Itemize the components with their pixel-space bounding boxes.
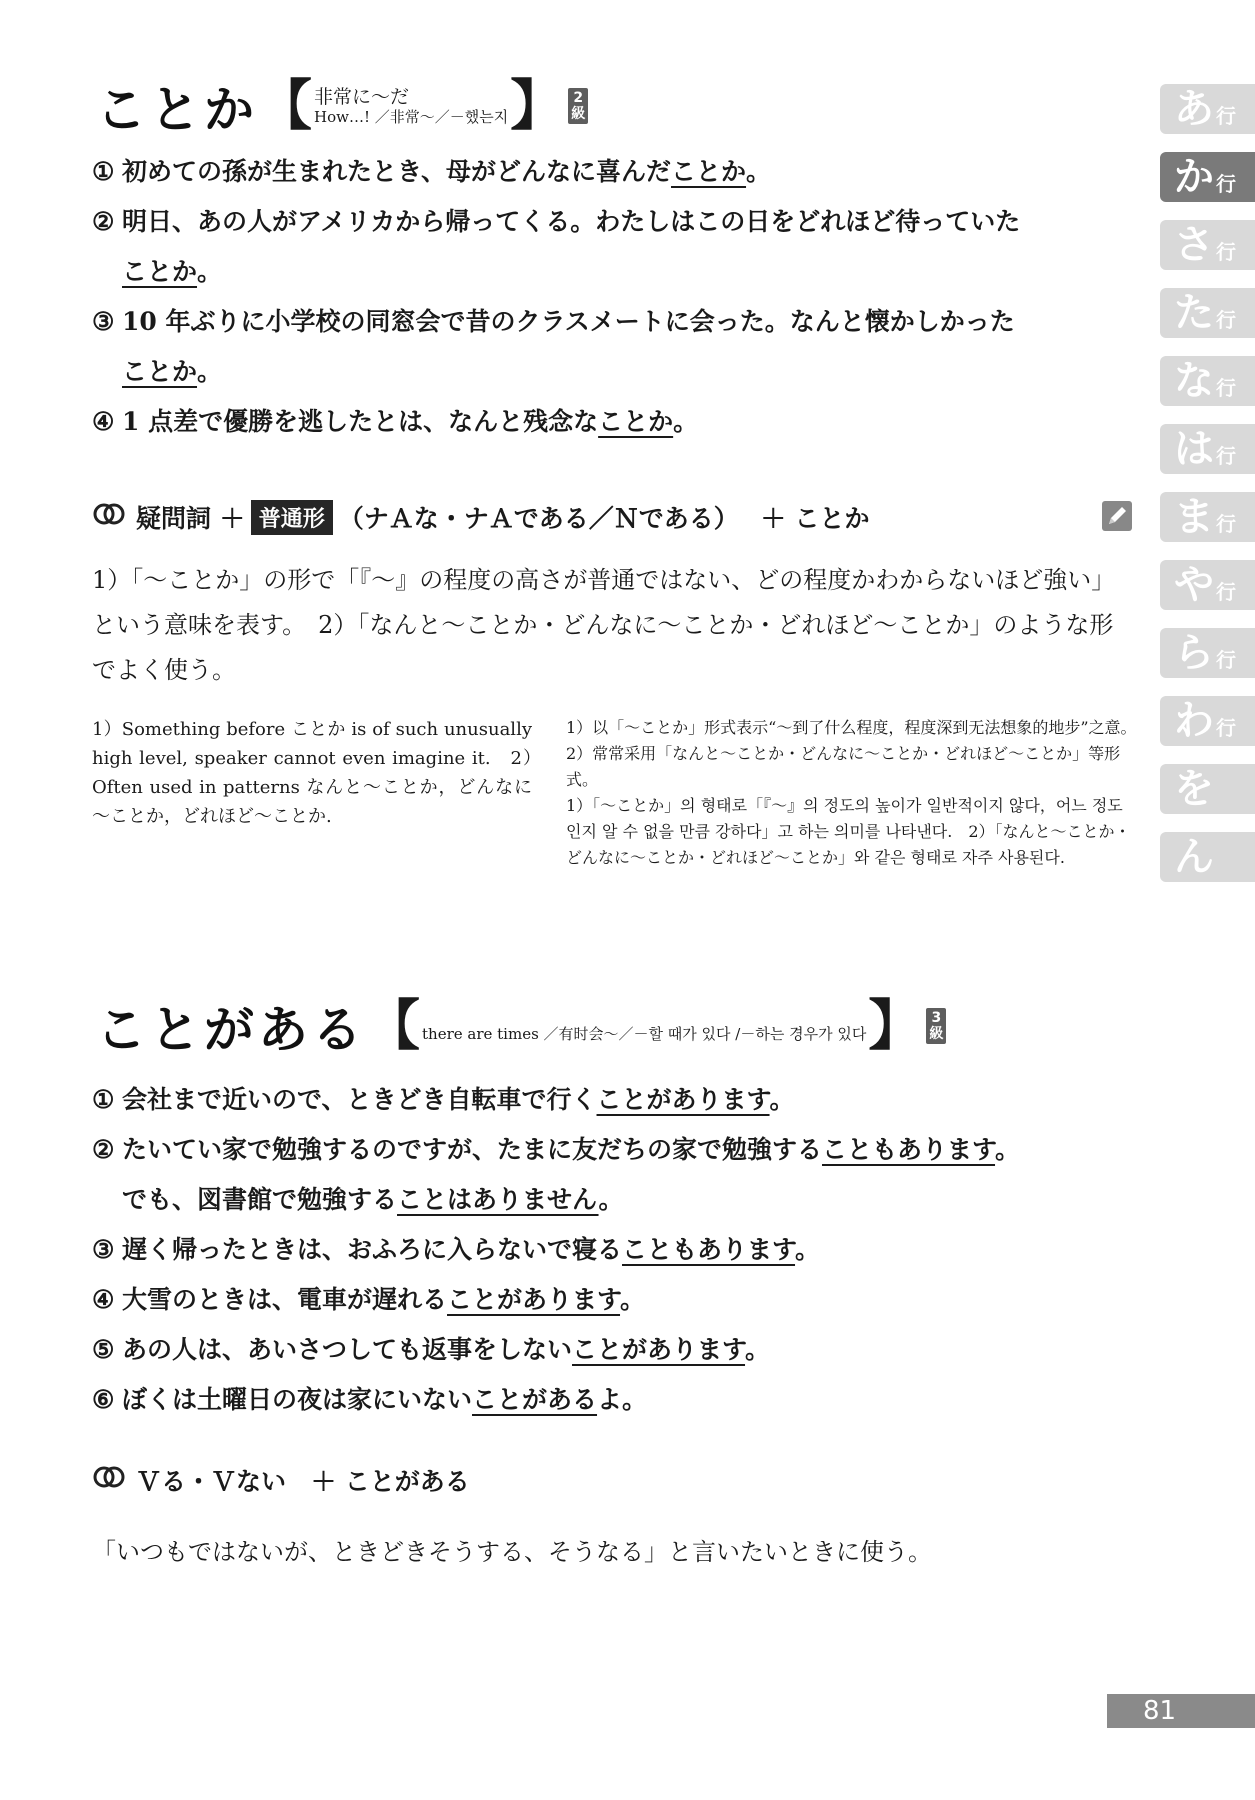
index-tab-4[interactable] bbox=[1160, 356, 1255, 406]
example-ending: よ。 bbox=[597, 1385, 648, 1414]
example-sentence bbox=[92, 1173, 1142, 1223]
meaning-gloss: How…! ／非常～／－했는지 bbox=[314, 108, 509, 126]
example-sentence bbox=[92, 1223, 1142, 1273]
example-number: ② bbox=[92, 207, 115, 236]
index-tab-kana: た bbox=[1174, 290, 1214, 336]
index-tab-1[interactable] bbox=[1160, 152, 1255, 202]
index-tab-suffix: 行 bbox=[1216, 307, 1236, 332]
example-text: 会社まで近いので、ときどき自転車で行く bbox=[122, 1085, 597, 1114]
example-number: ① bbox=[92, 1085, 115, 1114]
entry-header-kotoka bbox=[96, 70, 588, 142]
example-text: 1 点差で優勝を逃したとは、なんと残念な bbox=[122, 407, 599, 436]
example-ending: 。 bbox=[673, 407, 699, 436]
pattern-row-kotogaaru bbox=[92, 1460, 1142, 1500]
index-tab-kana: ん bbox=[1174, 834, 1214, 880]
example-text: あの人は、あいさつしても返事をしない bbox=[122, 1335, 573, 1364]
pattern-detail: （ナＡな・ナＡである／Ｎである） bbox=[338, 504, 739, 533]
example-ending: 。 bbox=[795, 1235, 821, 1264]
index-tab-10[interactable] bbox=[1160, 764, 1255, 814]
index-tab-kana: ま bbox=[1174, 494, 1214, 540]
example-sentence bbox=[92, 195, 1142, 245]
example-ending: 。 bbox=[769, 1085, 795, 1114]
example-number: ⑥ bbox=[92, 1385, 115, 1414]
index-tab-suffix: 行 bbox=[1216, 375, 1236, 400]
example-number: ⑤ bbox=[92, 1335, 115, 1364]
jlpt-level-badge: 3級 bbox=[926, 1008, 946, 1044]
example-target-expression: ことか bbox=[671, 157, 747, 186]
index-tab-kana: さ bbox=[1174, 222, 1214, 268]
meaning-japanese: 非常に～だ bbox=[314, 86, 410, 108]
pattern-lead: Ｖる・Ｖない ＋ ことがある bbox=[136, 1467, 470, 1496]
index-tab-suffix: 行 bbox=[1216, 239, 1236, 264]
example-text: 明日、あの人がアメリカから帰ってくる。わたしはこの日をどれほど待っていた bbox=[122, 207, 1021, 236]
index-tab-2[interactable] bbox=[1160, 220, 1255, 270]
pattern-tail: ＋ ことか bbox=[760, 504, 870, 533]
bracket-close: 】 bbox=[510, 74, 565, 137]
example-sentence bbox=[92, 395, 1142, 445]
index-tab-11[interactable] bbox=[1160, 832, 1255, 882]
example-target-expression: ことがあります bbox=[596, 1085, 770, 1114]
index-tab-6[interactable] bbox=[1160, 492, 1255, 542]
pattern-form-box: 普通形 bbox=[251, 500, 333, 535]
meaning-gloss: there are times ／有时会～／－할 때가 있다 /－하는 경우가 있다 bbox=[422, 1024, 867, 1043]
example-number: ③ bbox=[92, 1235, 115, 1264]
bracket-open: 【 bbox=[366, 994, 420, 1057]
explanation-japanese: 「いつもではないが、ときどきそうする、そうなる」と言いたいときに使う。 bbox=[92, 1538, 932, 1566]
example-target-expression: ことか bbox=[122, 257, 198, 286]
example-text: 遅く帰ったときは、おふろに入らないで寝る bbox=[122, 1235, 623, 1264]
index-tab-3[interactable] bbox=[1160, 288, 1255, 338]
example-target-expression: ことがある bbox=[472, 1385, 598, 1414]
example-ending: 。 bbox=[620, 1285, 646, 1314]
index-tab-kana: な bbox=[1174, 358, 1214, 404]
example-target-expression: ことがあります bbox=[447, 1285, 621, 1314]
example-target-expression: ことはありません bbox=[397, 1185, 599, 1214]
example-sentence bbox=[92, 1373, 1142, 1423]
index-tab-9[interactable] bbox=[1160, 696, 1255, 746]
explanation-japanese: 1）「～ことか」の形で「『～』の程度の高さが普通ではない、どの程度かわからないほど強い」という意味を表す。 2）「なんと～ことか・どんなに～ことか・どれほど～ことか」のような形でよく使う。 bbox=[92, 566, 1116, 684]
example-target-expression: こともあります bbox=[822, 1135, 996, 1164]
example-sentence bbox=[92, 1123, 1142, 1173]
explanation-cn-kr bbox=[566, 715, 1145, 871]
example-target-expression: ことか bbox=[122, 357, 198, 386]
example-text: 大雪のときは、電車が遅れる bbox=[122, 1285, 448, 1314]
example-number: ① bbox=[92, 157, 115, 186]
example-text: 初めての孫が生まれたとき、母がどんなに喜んだ bbox=[122, 157, 672, 186]
example-text: 10 年ぶりに小学校の同窓会で昔のクラスメートに会った。なんと懐かしかった bbox=[122, 307, 1015, 336]
index-tab-suffix: 行 bbox=[1216, 171, 1236, 196]
index-tab-7[interactable] bbox=[1160, 560, 1255, 610]
example-list-kotogaaru bbox=[92, 1073, 1142, 1423]
explanation-korean: 1）「～ことか」의 형태로「『～』의 정도의 높이가 일반적이지 않다，어느 정도인지 알 수 없을 만큼 강하다」고 하는 의미를 나타낸다. 2）「なんと～ことか・どんなに～ことか・どれほど～ことか」와 같은 형태로 자주 사용된다. bbox=[566, 796, 1131, 867]
example-sentence bbox=[92, 245, 1142, 295]
headword: ことか bbox=[96, 81, 258, 139]
example-sentence bbox=[92, 1273, 1142, 1323]
linked-rings-icon bbox=[92, 502, 128, 532]
bracket-open: 【 bbox=[258, 74, 312, 137]
index-tab-8[interactable] bbox=[1160, 628, 1255, 678]
example-number: ④ bbox=[92, 407, 115, 436]
pattern-lead: 疑問詞 ＋ bbox=[136, 504, 245, 533]
example-ending: 。 bbox=[197, 257, 223, 286]
example-text: ぼくは土曜日の夜は家にいない bbox=[122, 1385, 473, 1414]
example-list-kotoka bbox=[92, 145, 1142, 445]
index-tab-suffix: 行 bbox=[1216, 511, 1236, 536]
example-target-expression: こともあります bbox=[622, 1235, 796, 1264]
index-tab-kana: や bbox=[1174, 562, 1214, 608]
index-tab-kana: わ bbox=[1174, 698, 1214, 744]
pencil-icon bbox=[1102, 501, 1132, 531]
bracket-close: 】 bbox=[868, 994, 923, 1057]
index-tab-kana: か bbox=[1174, 154, 1214, 200]
linked-rings-icon bbox=[92, 1465, 128, 1495]
example-ending: 。 bbox=[197, 357, 223, 386]
example-number: ② bbox=[92, 1135, 115, 1164]
example-sentence bbox=[92, 295, 1142, 345]
explanation-chinese: 1）以「～ことか」形式表示“～到了什么程度，程度深到无法想象的地步”之意。 2）常常采用「なんと～ことか・どんなに～ことか・どれほど～ことか」等形式。 bbox=[566, 718, 1145, 789]
example-sentence bbox=[92, 345, 1142, 395]
example-number: ④ bbox=[92, 1285, 115, 1314]
jlpt-level-badge: 2級 bbox=[568, 88, 588, 124]
meaning-box bbox=[314, 86, 508, 126]
index-tab-suffix: 行 bbox=[1216, 103, 1236, 128]
example-target-expression: ことがあります bbox=[572, 1335, 746, 1364]
entry-header-kotogaaru bbox=[96, 990, 946, 1062]
example-ending: 。 bbox=[598, 1185, 624, 1214]
index-tab-kana: を bbox=[1174, 766, 1214, 812]
page-number: 81 bbox=[1107, 1694, 1255, 1728]
pattern-row-kotoka bbox=[92, 497, 1142, 537]
explanation-english: 1）Something before ことか is of such unusually high level, speaker cannot even imagine it. 2）Often used in patterns なんと～ことか，どんなに～ことか，どれほど～ことか. bbox=[92, 719, 532, 827]
example-text: たいてい家で勉強するのですが、たまに友だちの家で勉強する bbox=[122, 1135, 823, 1164]
index-tab-kana: あ bbox=[1174, 86, 1214, 132]
example-ending: 。 bbox=[995, 1135, 1021, 1164]
example-sentence bbox=[92, 145, 1142, 195]
index-tab-kana: ら bbox=[1174, 630, 1214, 676]
index-tab-0[interactable] bbox=[1160, 84, 1255, 134]
index-tab-kana: は bbox=[1174, 426, 1214, 472]
index-tab-suffix: 行 bbox=[1216, 715, 1236, 740]
headword: ことがある bbox=[96, 1001, 366, 1059]
index-tab-5[interactable] bbox=[1160, 424, 1255, 474]
example-target-expression: ことか bbox=[598, 407, 674, 436]
example-ending: 。 bbox=[745, 1335, 771, 1364]
example-ending: 。 bbox=[746, 157, 772, 186]
example-sentence bbox=[92, 1323, 1142, 1373]
index-tab-suffix: 行 bbox=[1216, 579, 1236, 604]
index-tab-suffix: 行 bbox=[1216, 443, 1236, 468]
example-number: ③ bbox=[92, 307, 115, 336]
example-text: でも、図書館で勉強する bbox=[122, 1185, 398, 1214]
index-tab-suffix: 行 bbox=[1216, 647, 1236, 672]
example-sentence bbox=[92, 1073, 1142, 1123]
